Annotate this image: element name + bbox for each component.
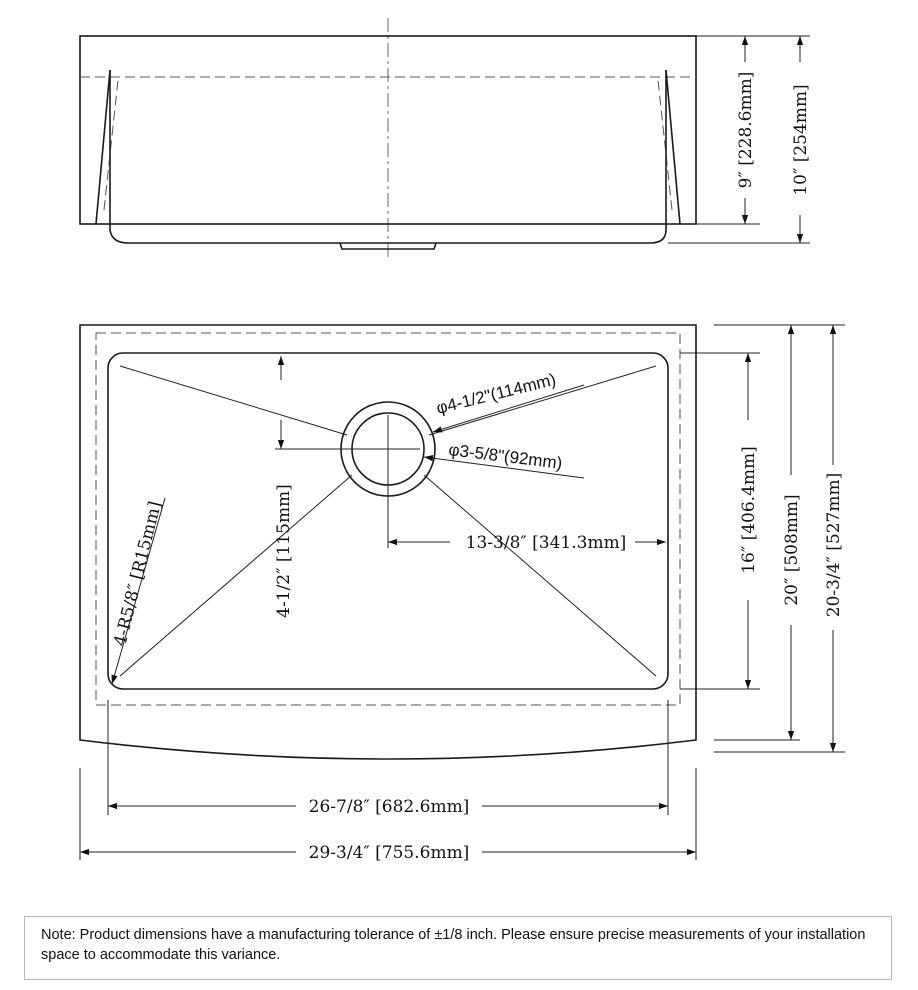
sink-depth: 20″ [508mm]: [782, 494, 802, 606]
drain-offset-x: 13-3/8″ [341.3mm]: [465, 533, 627, 553]
front-right-edge: [666, 70, 680, 224]
top-view: [80, 325, 845, 863]
drain-outer-diameter: φ4-1/2"(114mm): [434, 369, 558, 418]
tolerance-note: Note: Product dimensions have a manufacturing tolerance of ±1/8 inch. Please ensure precise measurements of your installation space to accommodate this variance.: [24, 916, 892, 980]
total-depth: 20-3/4″ [527mm]: [824, 472, 844, 618]
bowl-width: 26-7/8″ [682.6mm]: [308, 797, 470, 817]
drain-inner-diameter: φ3-5/8"(92mm): [447, 440, 564, 473]
front-view: [80, 18, 811, 258]
front-left-edge: [96, 70, 110, 224]
drain-offset-y: 4-1/2″ [115mm]: [274, 484, 294, 618]
total-width: 29-3/4″ [755.6mm]: [308, 843, 470, 863]
corner-radius: 4-R5/8″ [R15mm]: [110, 499, 166, 649]
bowl-depth: 16″ [406.4mm]: [739, 446, 759, 574]
front-dim-outer-height: 10″ [254mm]: [791, 84, 811, 196]
front-dim-inner-height: 9″ [228.6mm]: [736, 71, 756, 189]
